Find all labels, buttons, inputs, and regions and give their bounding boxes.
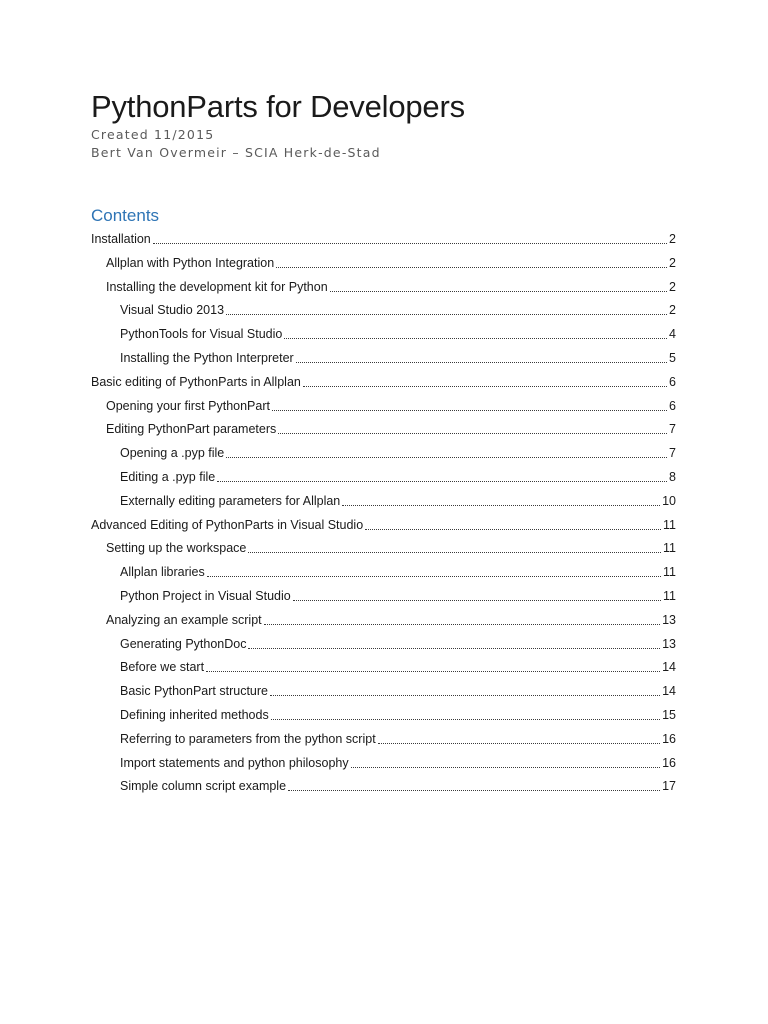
toc-leader-dots: [226, 314, 667, 315]
toc-page-number: 16: [662, 731, 676, 746]
toc-leader-dots: [264, 624, 660, 625]
toc-entry[interactable]: [120, 443, 676, 461]
toc-entry[interactable]: [120, 467, 676, 485]
toc-entry-label: Advanced Editing of PythonParts in Visual Studio: [91, 517, 364, 532]
toc-entry[interactable]: [120, 681, 676, 699]
toc-leader-dots: [226, 457, 667, 458]
toc-entry[interactable]: [120, 300, 676, 318]
toc-entry[interactable]: [106, 610, 676, 628]
toc-entry[interactable]: [120, 776, 676, 794]
toc-entry[interactable]: [120, 657, 676, 675]
toc-page-number: 11: [663, 517, 676, 532]
toc-page-number: 8: [669, 470, 676, 484]
toc-leader-dots: [153, 243, 667, 244]
toc-entry[interactable]: [106, 253, 676, 271]
toc-page-number: 4: [669, 327, 676, 342]
toc-leader-dots: [276, 267, 667, 268]
toc-leader-dots: [270, 695, 660, 696]
toc-entry-label: Setting up the workspace: [106, 541, 247, 556]
toc-page-number: 2: [669, 279, 676, 294]
toc-entry[interactable]: [120, 324, 676, 342]
toc-page-number: 11: [663, 541, 676, 556]
toc-entry-label: Installing the Python Interpreter: [120, 351, 294, 365]
toc-entry[interactable]: [120, 753, 676, 771]
toc-entry[interactable]: [120, 634, 676, 652]
toc-entry-label: Opening a .pyp file: [120, 446, 225, 461]
toc-leader-dots: [288, 790, 660, 791]
toc-entry-label: Simple column script example: [120, 779, 287, 794]
toc-leader-dots: [303, 386, 667, 387]
toc-page-number: 2: [669, 232, 676, 246]
toc-entry-label: Before we start: [120, 660, 205, 675]
toc-entry-label: Defining inherited methods: [120, 708, 269, 722]
toc-page-number: 14: [662, 684, 676, 699]
toc-page-number: 14: [662, 660, 676, 675]
author-line: Bert Van Overmeir – SCIA Herk-de-Stad: [91, 145, 381, 160]
toc-entry[interactable]: [106, 419, 676, 437]
toc-leader-dots: [293, 600, 661, 601]
toc-page-number: 2: [669, 255, 676, 270]
toc-page-number: 7: [669, 422, 676, 437]
document-title: PythonParts for Developers: [91, 89, 465, 124]
toc-entry-label: Python Project in Visual Studio: [120, 589, 291, 603]
toc-entry-label: Analyzing an example script: [106, 612, 262, 627]
toc-page-number: 11: [663, 565, 676, 580]
contents-heading: Contents: [91, 206, 160, 225]
toc-entry[interactable]: [106, 277, 676, 295]
created-date: Created 11/2015: [91, 127, 215, 142]
toc-entry-label: Opening your first PythonPart: [106, 398, 270, 413]
toc-page-number: 5: [669, 351, 676, 365]
toc-entry-label: Allplan libraries: [120, 565, 205, 580]
toc-leader-dots: [296, 362, 667, 363]
toc-page-number: 6: [669, 398, 676, 413]
toc-entry-label: PythonTools for Visual Studio: [120, 327, 283, 342]
toc-page-number: 6: [669, 374, 676, 389]
toc-entry-label: Allplan with Python Integration: [106, 255, 275, 270]
toc-page-number: 13: [662, 636, 676, 651]
toc-entry-label: Installing the development kit for Python: [106, 279, 328, 294]
toc-page-number: 11: [663, 589, 676, 603]
toc-leader-dots: [248, 648, 660, 649]
toc-page-number: 2: [669, 303, 676, 318]
toc-leader-dots: [272, 410, 667, 411]
toc-entry-label: Editing a .pyp file: [120, 470, 216, 484]
toc-leader-dots: [271, 719, 660, 720]
toc-page-number: 15: [662, 708, 676, 722]
toc-entry-label: Generating PythonDoc: [120, 636, 247, 651]
toc-entry[interactable]: [120, 586, 676, 604]
toc-entry-label: Import statements and python philosophy: [120, 755, 349, 770]
toc-entry[interactable]: [91, 372, 676, 390]
toc-leader-dots: [284, 338, 667, 339]
toc-leader-dots: [278, 433, 667, 434]
toc-entry-label: Editing PythonPart parameters: [106, 422, 277, 437]
toc-entry[interactable]: [106, 396, 676, 414]
toc-entry[interactable]: [106, 538, 676, 556]
toc-entry-label: Referring to parameters from the python script: [120, 731, 376, 746]
toc-leader-dots: [342, 505, 660, 506]
toc-entry-label: Basic editing of PythonParts in Allplan: [91, 374, 301, 389]
toc-entry[interactable]: [120, 729, 676, 747]
toc-leader-dots: [378, 743, 660, 744]
toc-entry-label: Installation: [91, 232, 151, 246]
toc-page-number: 7: [669, 446, 676, 461]
toc-entry[interactable]: [120, 705, 676, 723]
toc-leader-dots: [330, 291, 667, 292]
toc-leader-dots: [207, 576, 661, 577]
toc-entry-label: Externally editing parameters for Allplan: [120, 493, 341, 508]
toc-entry-label: Basic PythonPart structure: [120, 684, 268, 699]
toc-page-number: 16: [662, 755, 676, 770]
toc-leader-dots: [365, 529, 661, 530]
toc-entry-label: Visual Studio 2013: [120, 303, 225, 318]
toc-entry[interactable]: [120, 348, 676, 366]
toc-page-number: 13: [662, 612, 676, 627]
toc-leader-dots: [217, 481, 667, 482]
toc-entry[interactable]: [91, 229, 676, 247]
toc-page-number: 17: [662, 779, 676, 794]
toc-leader-dots: [206, 671, 660, 672]
toc-entry[interactable]: [120, 491, 676, 509]
toc-entry[interactable]: [91, 515, 676, 533]
toc-leader-dots: [351, 767, 660, 768]
toc-page-number: 10: [662, 493, 676, 508]
toc-entry[interactable]: [120, 562, 676, 580]
toc-leader-dots: [248, 552, 661, 553]
